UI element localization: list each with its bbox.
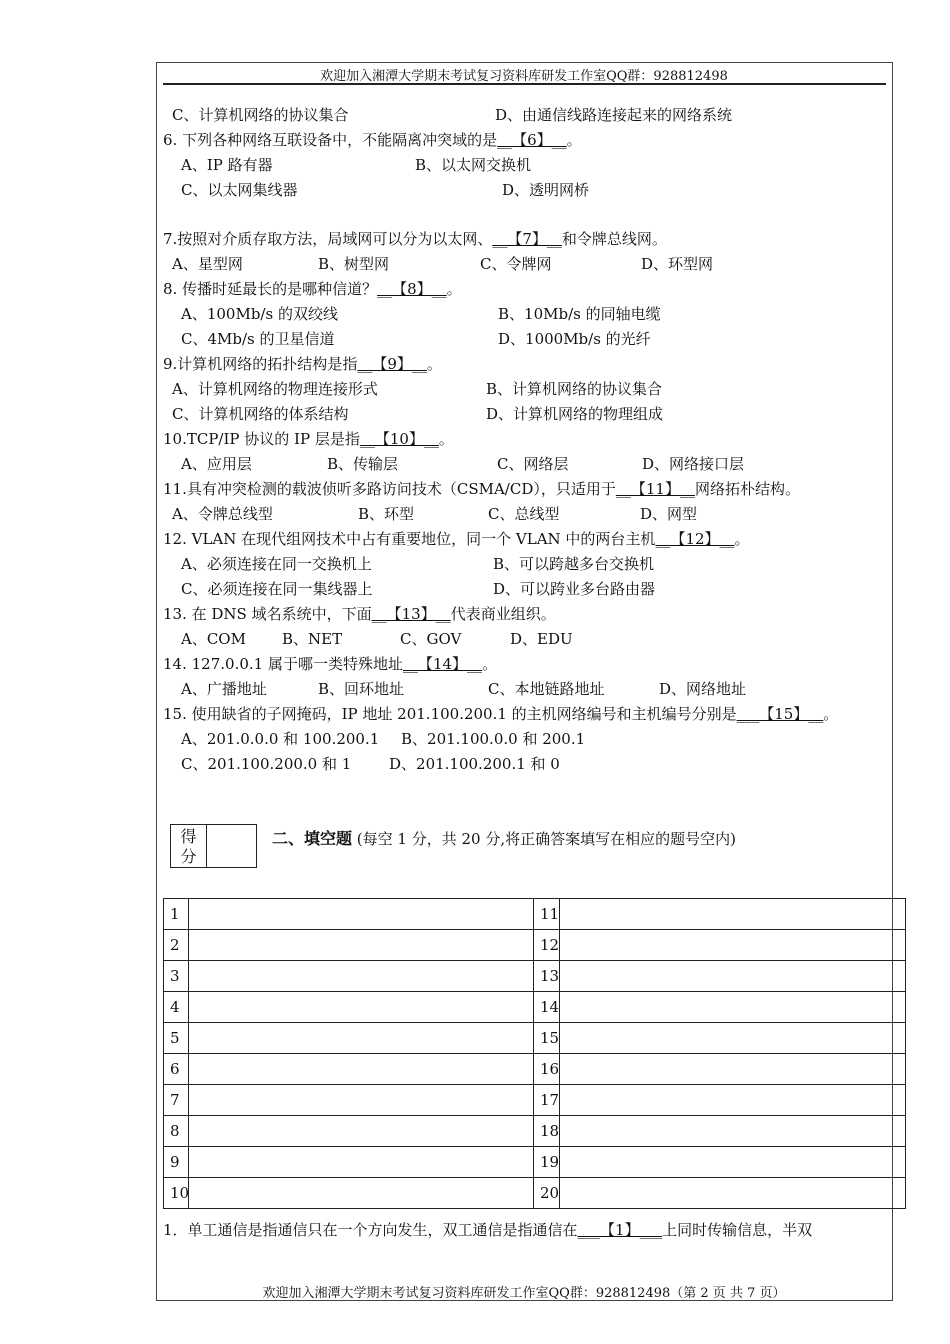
answer-number: 6 — [164, 1054, 189, 1085]
question-text: 12. VLAN 在现代组网技术中占有重要地位，同一个 VLAN 中的两台主机 — [163, 530, 656, 548]
answer-number: 1 — [164, 899, 189, 930]
answer-cell[interactable] — [189, 992, 534, 1023]
answer-blank: __【14】__ — [402, 655, 483, 673]
question-text: 7.按照对介质存取方法，局域网可以分为以太网、 — [163, 230, 493, 248]
option-line: B、环型 — [358, 505, 415, 523]
answer-cell[interactable] — [189, 930, 534, 961]
answer-cell[interactable] — [189, 1023, 534, 1054]
answer-cell[interactable] — [189, 1054, 534, 1085]
answer-row — [164, 961, 906, 992]
answer-blank: __【7】__ — [492, 230, 562, 248]
answer-table — [163, 898, 906, 1209]
question-suffix: 。 — [446, 280, 462, 298]
option-line: B、树型网 — [318, 255, 390, 273]
page-header: 欢迎加入湘潭大学期末考试复习资料库研发工作室QQ群：928812498 — [320, 69, 728, 84]
answer-cell[interactable] — [189, 1085, 534, 1116]
option-line: D、由通信线路连接起来的网络系统 — [495, 106, 733, 124]
option-line: A、IP 路有器 — [181, 156, 273, 174]
question-suffix: 。 — [823, 705, 839, 723]
option-line: A、令牌总线型 — [172, 505, 273, 523]
option-line: A、广播地址 — [181, 680, 267, 698]
question-line — [163, 230, 667, 248]
option-line: D、网型 — [640, 505, 698, 523]
answer-number: 12 — [534, 930, 560, 961]
answer-row — [164, 1147, 906, 1178]
answer-cell[interactable] — [560, 961, 906, 992]
section-heading: 二、填空题 — [272, 829, 353, 848]
answer-number: 5 — [164, 1023, 189, 1054]
question-suffix: 。 — [566, 131, 582, 149]
question-line — [163, 430, 454, 448]
header-rule — [163, 83, 886, 85]
question-text: 14. 127.0.0.1 属于哪一类特殊地址 — [163, 655, 403, 673]
answer-blank: __【13】__ — [371, 605, 451, 623]
option-line: B、NET — [282, 630, 343, 648]
answer-row — [164, 1085, 906, 1116]
option-line: A、计算机网络的物理连接形式 — [172, 380, 378, 398]
answer-cell[interactable] — [189, 899, 534, 930]
answer-row — [164, 1116, 906, 1147]
option-line: C、计算机网络的体系结构 — [172, 405, 349, 423]
question-suffix: 。 — [438, 430, 454, 448]
option-line: C、GOV — [400, 630, 462, 648]
question-text: 10.TCP/IP 协议的 IP 层是指 — [163, 430, 360, 448]
option-line: B、计算机网络的协议集合 — [486, 380, 663, 398]
score-label — [171, 825, 207, 867]
option-line: B、回环地址 — [318, 680, 405, 698]
option-line: D、网络接口层 — [642, 455, 745, 473]
answer-number: 20 — [534, 1178, 560, 1209]
answer-number: 15 — [534, 1023, 560, 1054]
question-line — [163, 480, 800, 498]
answer-cell[interactable] — [560, 992, 906, 1023]
option-line: A、100Mb/s 的双绞线 — [181, 305, 338, 323]
option-line: C、令牌网 — [480, 255, 552, 273]
option-line: D、环型网 — [641, 255, 714, 273]
option-line: B、10Mb/s 的同轴电缆 — [498, 305, 661, 323]
question-suffix: 。 — [734, 530, 750, 548]
answer-row — [164, 1054, 906, 1085]
question-line — [163, 131, 582, 149]
score-label-char-2: 分 — [180, 847, 197, 866]
option-line: D、1000Mb/s 的光纤 — [498, 330, 651, 348]
answer-row — [164, 992, 906, 1023]
answer-number: 14 — [534, 992, 560, 1023]
answer-cell[interactable] — [189, 1178, 534, 1209]
score-label-char-1: 得 — [180, 827, 197, 846]
question-text: 9.计算机网络的拓扑结构是指 — [163, 355, 358, 373]
answer-number: 17 — [534, 1085, 560, 1116]
answer-cell[interactable] — [189, 1116, 534, 1147]
option-line: B、可以跨越多台交换机 — [493, 555, 655, 573]
answer-cell[interactable] — [560, 1178, 906, 1209]
answer-number: 10 — [164, 1178, 189, 1209]
option-line: C、201.100.200.0 和 1 — [181, 755, 352, 773]
question-suffix: 网络拓朴结构。 — [694, 480, 800, 498]
question-line — [163, 655, 497, 673]
answer-row — [164, 930, 906, 961]
score-box — [170, 824, 257, 868]
question-text: 8. 传播时延最长的是哪种信道？ — [163, 280, 378, 298]
question-text: 6. 下列各种网络互联设备中，不能隔离冲突域的是 — [163, 131, 498, 149]
option-line: C、计算机网络的协议集合 — [172, 106, 349, 124]
answer-number: 11 — [534, 899, 560, 930]
option-line: D、网络地址 — [659, 680, 747, 698]
option-line: B、201.100.0.0 和 200.1 — [401, 730, 586, 748]
section-title — [272, 826, 736, 849]
answer-number: 18 — [534, 1116, 560, 1147]
question-text: 15. 使用缺省的子网掩码，IP 地址 201.100.200.1 的主机网络编号和主机编号分别是 — [163, 705, 737, 723]
fill-question-1 — [163, 1221, 812, 1239]
answer-number: 16 — [534, 1054, 560, 1085]
option-line: A、应用层 — [181, 455, 252, 473]
answer-blank: __【6】__ — [497, 131, 567, 149]
answer-number: 8 — [164, 1116, 189, 1147]
answer-row — [164, 1178, 906, 1209]
fill-q1-blank: ___【1】___ — [577, 1221, 663, 1239]
question-suffix: 代表商业组织。 — [450, 605, 556, 623]
answer-number: 2 — [164, 930, 189, 961]
option-line: A、星型网 — [172, 255, 243, 273]
answer-row — [164, 899, 906, 930]
question-line — [163, 705, 838, 723]
fill-q1-post: 上同时传输信息，半双 — [662, 1221, 813, 1239]
answer-cell[interactable] — [560, 1085, 906, 1116]
answer-blank: __【12】__ — [655, 530, 735, 548]
option-line: A、必须连接在同一交换机上 — [181, 555, 372, 573]
answer-number: 19 — [534, 1147, 560, 1178]
answer-cell[interactable] — [189, 1147, 534, 1178]
option-line: A、201.0.0.0 和 100.200.1 — [181, 730, 380, 748]
answer-cell[interactable] — [560, 930, 906, 961]
answer-number: 4 — [164, 992, 189, 1023]
answer-number: 13 — [534, 961, 560, 992]
question-suffix: 。 — [426, 355, 442, 373]
question-text: 11.具有冲突检测的载波侦听多路访问技术（CSMA/CD），只适用于 — [163, 480, 616, 498]
option-line: C、4Mb/s 的卫星信道 — [181, 330, 335, 348]
answer-blank: ___【15】__ — [736, 705, 824, 723]
option-line: A、COM — [181, 630, 246, 648]
option-line: B、以太网交换机 — [415, 156, 532, 174]
option-line: D、透明网桥 — [502, 181, 590, 199]
answer-blank: __【11】__ — [615, 480, 695, 498]
question-line — [163, 280, 462, 298]
answer-cell[interactable] — [560, 1116, 906, 1147]
question-line — [163, 355, 442, 373]
answer-blank: __【10】__ — [359, 430, 439, 448]
option-line: D、计算机网络的物理组成 — [486, 405, 664, 423]
option-line: B、传输层 — [327, 455, 399, 473]
option-line: D、EDU — [510, 630, 573, 648]
answer-cell[interactable] — [560, 1054, 906, 1085]
question-line — [163, 530, 750, 548]
option-line: D、201.100.200.1 和 0 — [389, 755, 560, 773]
option-line: C、总线型 — [488, 505, 560, 523]
answer-cell[interactable] — [189, 961, 534, 992]
answer-cell[interactable] — [560, 899, 906, 930]
answer-cell[interactable] — [560, 1147, 906, 1178]
question-line — [163, 605, 556, 623]
answer-blank: __【9】__ — [357, 355, 427, 373]
question-suffix: 和令牌总线网。 — [561, 230, 667, 248]
question-text: 13. 在 DNS 域名系统中，下面 — [163, 605, 372, 623]
option-line: C、以太网集线器 — [181, 181, 298, 199]
option-line: C、必须连接在同一集线器上 — [181, 580, 373, 598]
option-line: C、本地链路地址 — [488, 680, 605, 698]
section-note: (每空 1 分，共 20 分,将正确答案填写在相应的题号空内) — [356, 830, 736, 848]
question-suffix: 。 — [482, 655, 498, 673]
answer-blank: __【8】__ — [377, 280, 447, 298]
page-footer: 欢迎加入湘潭大学期末考试复习资料库研发工作室QQ群：928812498（第 2 页 共 7 页） — [262, 1286, 786, 1301]
answer-number: 9 — [164, 1147, 189, 1178]
answer-number: 3 — [164, 961, 189, 992]
answer-number: 7 — [164, 1085, 189, 1116]
option-line: D、可以跨业多台路由器 — [493, 580, 656, 598]
answer-cell[interactable] — [560, 1023, 906, 1054]
option-line: C、网络层 — [497, 455, 569, 473]
fill-q1-pre: 1．单工通信是指通信只在一个方向发生，双工通信是指通信在 — [163, 1221, 578, 1239]
answer-row — [164, 1023, 906, 1054]
